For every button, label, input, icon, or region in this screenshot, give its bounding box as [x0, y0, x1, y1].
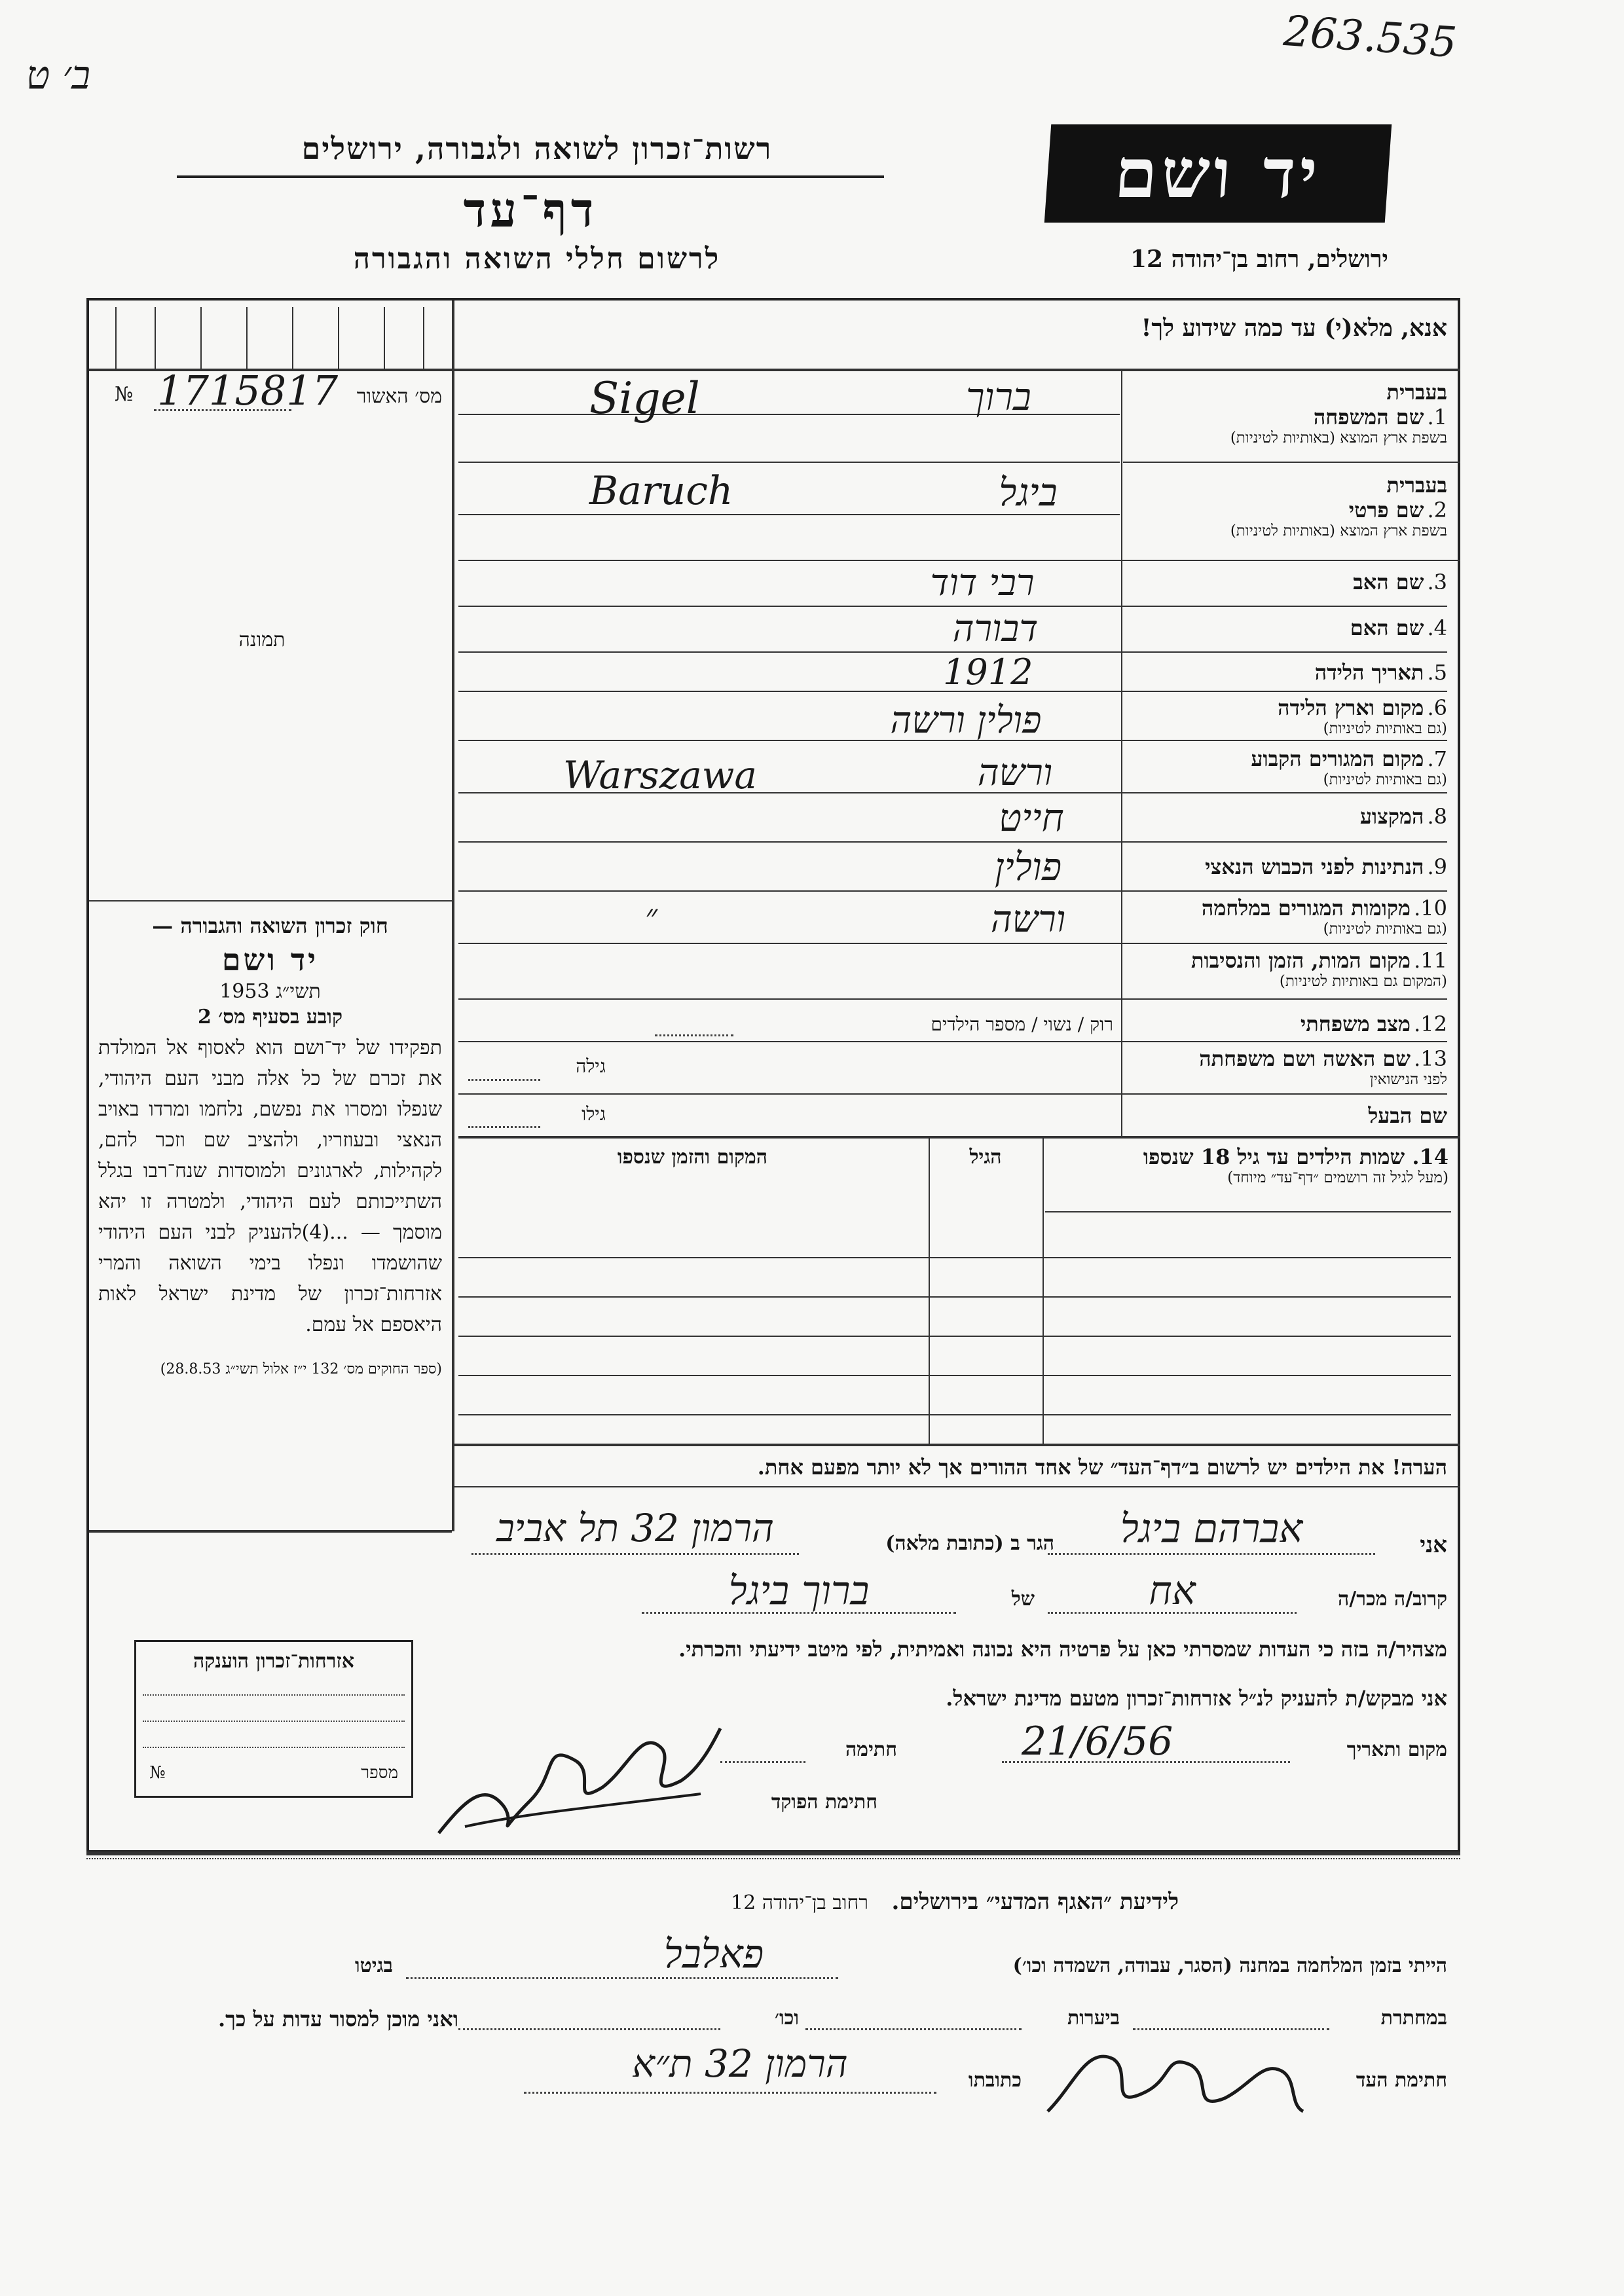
children-header	[1045, 1144, 1449, 1186]
field-3-number: 3.	[1427, 570, 1447, 594]
decl-lives-label: הגר ב (כתובת מלאה)	[885, 1532, 1054, 1555]
field-1-value-latin: Sigel	[589, 373, 700, 424]
field-12-number: 12.	[1414, 1011, 1447, 1036]
field-7-label: מקום המגורים הקבוע	[1251, 746, 1424, 771]
field-6-number: 6.	[1427, 695, 1447, 720]
please-fill-text: אנא, מלא(י) עד כמה שידוע לך!	[1141, 314, 1447, 342]
footer-camp-line: הייתי בזמן המלחמה במחנה (הסגר, עבודה, השמדה וכו׳)	[1012, 1954, 1447, 1977]
field-12-children-dots	[655, 1034, 733, 1036]
field-5-number: 5.	[1427, 660, 1447, 685]
authority-name: רשות־זכרון לשואה ולגבורה, ירושלים	[301, 131, 773, 166]
field-7-sub: (גם באותיות לטיניות)	[1323, 771, 1447, 788]
field-12-label-row	[1123, 1011, 1447, 1036]
field-3-label: שם האב	[1353, 570, 1424, 594]
field-13-number: 13.	[1414, 1046, 1447, 1071]
decl-request: אני מבקש/ת להעניק לנ״ל אזרחות־זכרון מטעם מדינת ישראל.	[946, 1686, 1447, 1711]
law-box-top	[89, 900, 452, 902]
footer-etc-label: וכו׳	[775, 2007, 799, 2030]
children-note: הערה! את הילדים יש לרשום ב״דף־העד״ של אחד ההורים אך לא יותר מפעם אחת.	[757, 1455, 1447, 1480]
field-7-value-hebrew: ורשה	[977, 752, 1053, 794]
husband-label-row	[1123, 1103, 1447, 1128]
logo-text: יד ושם	[1112, 133, 1324, 213]
approval-dots	[154, 409, 291, 411]
field-3-value: רבי דוד	[930, 562, 1035, 604]
field-5-label-row	[1123, 660, 1447, 685]
header-address: ירושלים, רחוב בן־יהודה 12	[1130, 246, 1388, 273]
yad-vashem-logo	[1044, 124, 1392, 223]
field-8-value: חייט	[999, 795, 1064, 840]
field-6-label: מקום וארץ הלידה	[1278, 695, 1424, 720]
law-box-text: תפקידו של יד־ושם הוא לאסוף אל המולדת את זכרם של כל אלה מבני העם היהודי, שנפלו ומסרו את נפשם, נלחמו ומרדו באויב הנאצי ובעוזריו, ולהציב שם וזכר להם, לקהילות, לארגונים ולמוסדות שנח־רבו בגלל השתייכותם לעם היהודי, ולמטרה זו יהא מוסמך — ...(4)להעניק לבני העם היהודי שהושמדו ונפלו בימי השואה והמרי אזרחות־זכרון של מדינת ישראל לאות היאספם אל עמם.	[98, 1036, 443, 1336]
citizenship-title: אזרחות־זכרון הוענקה	[193, 1650, 355, 1673]
field-11-label-block	[1123, 948, 1447, 990]
field-4-label: שם האם	[1350, 615, 1424, 640]
field-13-label-block	[1123, 1046, 1447, 1088]
field-8-label: המקצוע	[1359, 804, 1424, 829]
field-3-label-row	[1123, 570, 1447, 594]
field-11-sub: (המקום גם באותיות לטיניות)	[1279, 973, 1447, 990]
field-1-label-block	[1123, 380, 1447, 446]
footer-info-address: רחוב בן־יהודה 12	[731, 1891, 868, 1914]
field-10-value: ורשה	[990, 898, 1066, 941]
law-box-source: (ספר החוקים מס׳ 132 י״ז אלול תשי״ג 28.8.53)	[160, 1361, 442, 1377]
field-13-sub: לפני הנישואין	[1369, 1071, 1447, 1088]
law-box-year: תשי״ג 1953	[219, 980, 321, 1003]
field-4-label-row	[1123, 615, 1447, 640]
footer-info-title-text: לידיעת ״האגף המדעי״ בירושלים.	[891, 1889, 1179, 1915]
field-9-label: הנתינות לפני הכבוש הנאצי	[1205, 854, 1424, 879]
corner-mark: ב׳ ט	[26, 52, 91, 98]
children-header-note: (מעל לגיל זה רושמים ״דף־עד״ מיוחד)	[1227, 1169, 1449, 1186]
decl-declarant-name: אברהם ביגל	[1120, 1506, 1303, 1552]
field-9-label-row	[1123, 854, 1447, 879]
field-11-number: 11.	[1414, 948, 1447, 973]
decl-officer-signature-label: חתימת הפוקד	[771, 1791, 877, 1813]
declarant-signature	[426, 1702, 727, 1853]
law-box-logo: יד ושם	[221, 942, 319, 977]
field-4-number: 4.	[1427, 615, 1447, 640]
field-10-number: 10.	[1414, 896, 1447, 920]
field-5-value: 1912	[943, 651, 1033, 693]
field-5-label: תאריך הלידה	[1314, 660, 1424, 685]
photo-label: תמונה	[238, 629, 286, 651]
footer-ready-label: ואני מוכן למסור עדות על כך.	[217, 2007, 458, 2032]
field-8-number: 8.	[1427, 804, 1447, 829]
footer-camp-value: פאלבל	[663, 1931, 764, 1977]
field-10-label: מקומות המגורים במלחמה	[1201, 896, 1411, 920]
footer-divider	[86, 1851, 1460, 1855]
field-2-value-latin: Baruch	[589, 468, 733, 514]
approval-cells	[89, 301, 452, 369]
field-12-marital-options: רוק / נשוי / מספר הילדים	[931, 1013, 1113, 1035]
field-12-label: מצב משפחתי	[1300, 1011, 1411, 1036]
law-box-heading: חוק זכרון השואה והגבורה —	[152, 913, 388, 938]
field-10-ditto: ״	[645, 897, 657, 935]
field-2-label: שם פרטי	[1348, 498, 1424, 522]
law-box-bottom	[89, 1530, 452, 1533]
field-1-value-hebrew: ברוך	[966, 374, 1031, 419]
children-col-age: הגיל	[969, 1146, 1002, 1169]
field-1-number: 1.	[1427, 405, 1447, 429]
citizenship-number-label: מספר	[361, 1763, 398, 1783]
children-col-border-2	[929, 1136, 930, 1444]
decl-of-name: ברוך ביגל	[728, 1568, 870, 1614]
decl-place-date-label: מקום ותאריך	[1346, 1738, 1447, 1761]
approval-no-symbol: №	[115, 383, 134, 406]
field-1-label: שם המשפחה	[1313, 405, 1424, 429]
field-2-value-hebrew: ביגל	[999, 470, 1058, 515]
footer-forests-label: ביערות	[1067, 2007, 1120, 2030]
field-11-label: מקום המות, הזמן והנסיבות	[1190, 948, 1411, 973]
husband-age-label: גילו	[581, 1103, 606, 1125]
decl-signature-label: חתימה	[845, 1738, 897, 1761]
field-13-age-dots	[468, 1079, 540, 1081]
approval-label: מס׳ האשור	[356, 385, 442, 408]
field-1-sub: בשפת ארץ המוצא (באותיות לטיניות)	[1230, 429, 1447, 446]
field-13-label: שם האשה ושם משפחתה	[1199, 1046, 1411, 1071]
children-col-place: המקום והזמן שנספו	[617, 1146, 768, 1169]
decl-relation: אח	[1149, 1568, 1196, 1614]
form-subtitle: לרשום חללי השואה והגבורה	[353, 242, 721, 276]
field-2-hebrew-tag: בעברית	[1386, 473, 1447, 498]
children-col-border-1	[1043, 1136, 1044, 1444]
field-4-value: דבורה	[952, 608, 1039, 650]
top-band-line	[452, 369, 1460, 371]
field-2-number: 2.	[1427, 498, 1447, 522]
footer-address-label: כתובתו	[968, 2069, 1022, 2092]
decl-i-label: אני	[1420, 1532, 1447, 1558]
field-10-label-block	[1123, 896, 1447, 938]
form-title: דף־עד	[463, 182, 598, 238]
decl-address: הרמון 32 תל אביב	[496, 1506, 775, 1550]
citizenship-box	[134, 1640, 413, 1798]
field-9-value: פולין	[994, 845, 1062, 889]
citizenship-no-symbol: №	[149, 1763, 166, 1783]
field-2-label-block	[1123, 473, 1447, 539]
approval-number-value: 1715817	[157, 367, 339, 414]
field-9-number: 9.	[1427, 854, 1447, 879]
footer-info-title	[458, 1889, 1179, 1915]
law-box	[98, 913, 442, 1379]
witness-signature	[1035, 2020, 1310, 2131]
children-bottom-border	[452, 1444, 1460, 1446]
footer-underground-label: במחתרת	[1380, 2007, 1447, 2030]
footer-witness-address: הרמון 32 ת״א	[632, 2041, 848, 2086]
field-2-sub: בשפת ארץ המוצא (באותיות לטיניות)	[1230, 522, 1447, 539]
field-6-value: פולין ורשה	[890, 699, 1042, 742]
field-6-sub: (גם באותיות לטיניות)	[1323, 720, 1447, 737]
authority-underline	[177, 175, 884, 178]
husband-age-dots	[468, 1126, 540, 1128]
left-column-border	[452, 301, 454, 1531]
husband-label: שם הבעל	[1368, 1103, 1447, 1128]
decl-place-date: 21/6/56	[1022, 1719, 1173, 1764]
footer-ghetto-label: בגיטו	[354, 1954, 393, 1977]
field-10-sub: (גם באותיות לטיניות)	[1323, 920, 1447, 938]
law-box-clause: קובע בסעיף מס׳ 2	[197, 1006, 343, 1029]
decl-relative-label: קרוב/ה מכר/ה	[1338, 1588, 1447, 1611]
field-7-label-block	[1123, 746, 1447, 788]
decl-of-label: של	[1011, 1588, 1035, 1611]
children-header-label: 14. שמות הילדים עד גיל 18 שנספו	[1143, 1144, 1449, 1169]
field-1-hebrew-tag: בעברית	[1386, 380, 1447, 405]
field-13-age-label: גילה	[576, 1055, 606, 1077]
field-7-value-latin: Warszawa	[563, 753, 758, 797]
field-8-label-row	[1123, 804, 1447, 829]
label-column-border	[1121, 370, 1122, 1136]
field-6-label-block	[1123, 695, 1447, 737]
archive-number: 263.535	[1282, 7, 1458, 68]
footer-witness-sig-label: חתימת העד	[1356, 2069, 1447, 2092]
decl-statement: מצהיר/ה בזה כי העדות שמסרתי כאן על פרטיה היא נכונה ואמיתית, לפי מיטב ידיעתי והכרתי.	[678, 1637, 1447, 1662]
field-7-number: 7.	[1427, 746, 1447, 771]
